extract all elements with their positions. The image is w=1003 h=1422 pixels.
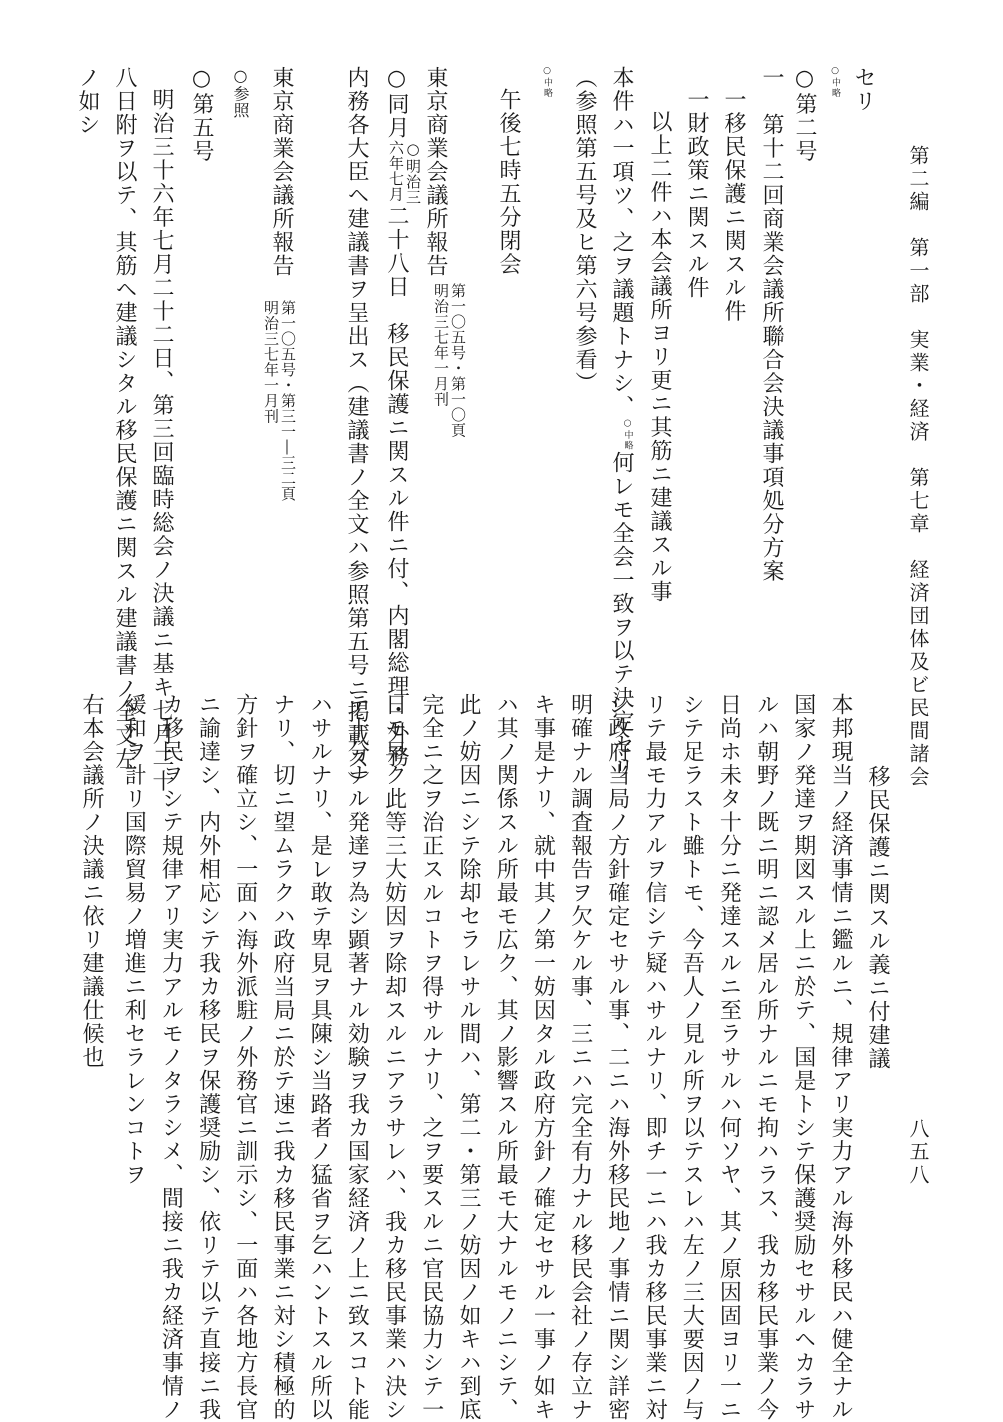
entry-continuation: 内務各大臣ヘ建議書ヲ呈出ス（建議書ノ全文ハ参照第五号ニ掲載ス）: [344, 66, 369, 795]
running-head: 第二編 第一部 実業・経済 第七章 経済団体及ビ民間諸会: [906, 145, 930, 789]
date-note-line-1: ○明治三: [404, 139, 422, 205]
intro-text-2: 八日附ヲ以テ、其筋ヘ建議シタル移民保護ニ関スル建議書ノ全文左: [112, 66, 137, 771]
petition-line: ハサルナリ、是レ敢テ卑見ヲ具陳シ当路者ノ猛省ヲ乞ハントスル所以: [307, 693, 333, 1422]
citation2-line-1: 第一〇五号・第三一―三二頁: [279, 300, 297, 502]
petition-line: 明確ナル調査報告ヲ欠ケル事、三ニハ完全有力ナル移民会社ノ存立ナ: [567, 693, 593, 1422]
petition-line: ハ其ノ関係スル所最モ広ク、其ノ影響スル所最モ大ナルモノニシテ、: [493, 693, 519, 1422]
omission-mark: ○中略: [542, 66, 552, 99]
resolution-text-b: 何レモ全会一致ヲ以テ決定セリ: [609, 451, 634, 780]
entry-date-note: [387, 140, 421, 205]
entry-text: [385, 66, 421, 769]
petition-line: テ十分ナル発達ヲ為シ顕著ナル効験ヲ我カ国家経済ノ上ニ致スコト能: [344, 693, 370, 1422]
omission-mark: ○中略: [622, 418, 633, 451]
reference-heading: ○参照: [231, 66, 250, 119]
petition-line: ニ諭達シ、内外相応シテ我カ移民ヲ保護奨励シ、依リテ以テ直接ニ我: [195, 693, 221, 1422]
petition-line: 日尚ホ未タ十分ニ発達スルニ至ラサルハ何ソヤ、其ノ原因固ヨリ一ニ: [716, 693, 742, 1422]
entry-date-month: ○同月: [384, 66, 409, 140]
date-note-line-2: 六年七月: [387, 139, 405, 202]
petition-line: 此ノ妨因ニシテ除却セラレサル間ハ、第二・第三ノ妨因ノ如キハ到底: [456, 693, 481, 1422]
petition-closing: 右本会議所ノ決議ニ依リ建議仕候也: [79, 693, 104, 1069]
petition-line: リテ最モ力アルヲ信シテ疑ハサルナリ、即チ一ニハ我カ移民事業ニ対: [642, 693, 667, 1422]
source-title-2: 東京商業会議所報告: [269, 66, 294, 278]
petition-line: カ移民ヲシテ規律アリ実力アルモノタラシメ、間接ニ我カ経済事情ノ: [158, 693, 184, 1422]
intro-text-3: ノ如シ: [75, 66, 100, 137]
citation2-line-2: 明治三七年一月刊: [262, 300, 280, 424]
intro-text-1: 明治三十六年七月二十二日、第三回臨時総会ノ決議ニ基キ七月二十: [149, 88, 174, 793]
reference-note: （参照第五号及ヒ第六号参看）: [572, 66, 597, 395]
petition-line: ルハ朝野ノ既ニ明ニ認メ居ル所ナルニモ拘ハラス、我カ移民事業ノ今: [753, 693, 779, 1422]
citation-line-1: 第一〇五号・第一〇頁: [449, 283, 467, 438]
section-heading-no2: ○第二号: [792, 66, 817, 163]
page-number: 八五八: [906, 1118, 930, 1187]
petition-line: 国家ノ発達ヲ期図スル上ニ於テ、国是トシテ保護奨励セサルヘカラサ: [790, 693, 816, 1422]
petition-line: シテ足ラスト雖トモ、今吾人ノ見ル所ヲ以テスレハ左ノ三大要因ノ与: [679, 693, 705, 1422]
petition-line: キ事是ナリ、就中其ノ第一妨因タル政府方針ノ確定セサル一事ノ如キ: [530, 693, 556, 1422]
agenda-note: 以上二件ハ本会議所ヨリ更ニ其筋ニ建議スル事: [647, 110, 672, 604]
petition-line: 本邦現当ノ経済事情ニ鑑ルニ、規律アリ実力アル海外移民ハ健全ナル: [828, 693, 853, 1422]
entry-body: 二十八日 移民保護ニ関スル件ニ付、内閣総理・外務: [384, 204, 409, 769]
resolution-text-a: 本件ハ一項ツ、之ヲ議題トナシ、: [609, 66, 634, 419]
text-column-seri: セリ: [851, 66, 876, 113]
resolution-text: [610, 66, 632, 780]
source-citation-2: [262, 300, 296, 540]
citation-line-2: 明治三七年一月刊: [432, 283, 450, 407]
source-title: 東京商業会議所報告: [423, 66, 448, 278]
petition-line: 完全ニ之ヲ治正スルコトヲ得サルナリ、之ヲ要スルニ官民協力シテ一: [418, 693, 444, 1422]
petition-line: 日モ早ク此等三大妨因ヲ除却スルニアラサレハ、我カ移民事業ハ決シ: [381, 693, 407, 1422]
petition-title: 移民保護ニ関スル義ニ付建議: [865, 765, 890, 1071]
petition-line: 緩和ヲ計リ国際貿易ノ増進ニ利セラレンコトヲ: [121, 693, 147, 1187]
source-citation: [432, 283, 466, 473]
agenda-subitem-finance: 一財政策ニ関スル件: [684, 88, 709, 300]
agenda-subitem-emigration: 一移民保護ニ関スル件: [721, 88, 746, 323]
adjournment-time: 午後七時五分閉会: [496, 88, 521, 276]
petition-line: ナリ、切ニ望ムラクハ政府当局ニ於テ速ニ我カ移民事業ニ対シ積極的: [270, 693, 295, 1422]
petition-line: 方針ヲ確立シ、一面ハ海外派駐ノ外務官ニ訓示シ、一面ハ各地方長官: [232, 693, 258, 1422]
section-heading-no5: ○第五号: [189, 66, 214, 163]
agenda-item-title: 一 第十二回商業会議所聯合会決議事項処分方案: [759, 66, 784, 583]
petition-line: シ政府当局ノ方針確定セサル事、二ニハ海外移民地ノ事情ニ関シ詳密: [604, 693, 630, 1422]
omission-mark: ○中略: [830, 66, 840, 99]
